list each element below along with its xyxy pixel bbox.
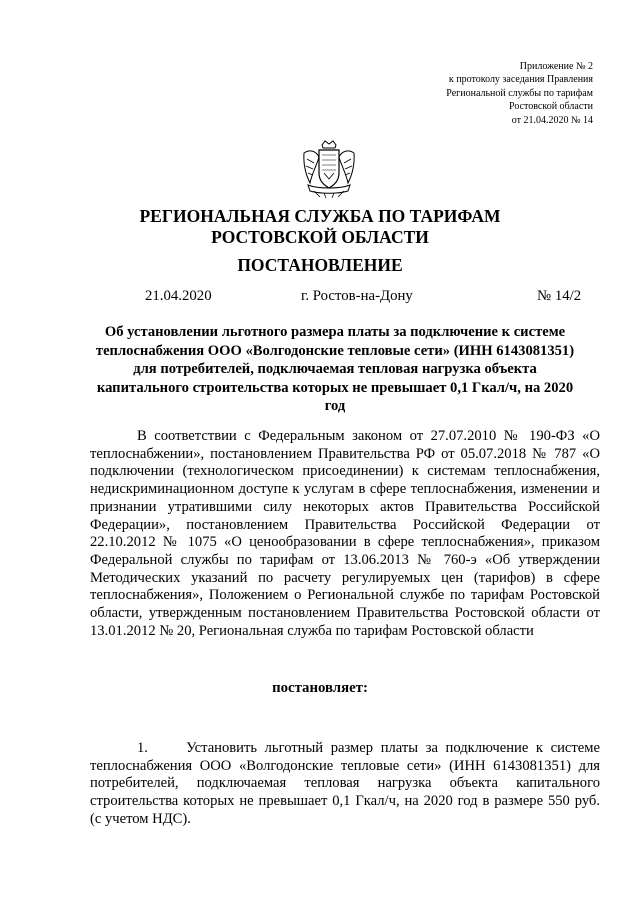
appendix-line: к протоколу заседания Правления	[448, 74, 593, 86]
document-date: 21.04.2020	[145, 288, 212, 304]
organization-title-line: РЕГИОНАЛЬНАЯ СЛУЖБА ПО ТАРИФАМ	[139, 206, 501, 226]
document-number: № 14/2	[537, 288, 582, 304]
document-type: ПОСТАНОВЛЕНИЕ	[237, 255, 403, 275]
preamble-paragraph: В соответствии с Федеральным законом от 27.07.2010 № 190-ФЗ «О теплоснабжении», постановлением Правительства РФ от 05.07.2018 № 787 «О подключении (технологическом присоединении) к системам теплоснабжения, недискриминационном доступе к услугам в сфере теплоснабжения, изменении и признании утратившими силу некоторых актов Правительства Российской Федерации», постановлением Правительства Российской Федерации от 22.10.2012 № 1075 «О ценообразовании в сфере теплоснабжения», приказом Федеральной службы по тарифам от 13.06.2013 № 760-э «Об утверждении Методических указаний по расчету регулируемых цен (тарифов) в сфере теплоснабжения», Положением о Региональной службе по тарифам Ростовской области, утвержденным постановлением Правительства Ростовской области от 13.01.2012 № 20, Региональная служба по тарифам Ростовской области	[90, 428, 600, 639]
organization-title	[0, 206, 640, 248]
appendix-line: Региональной службы по тарифам	[446, 87, 593, 99]
appendix-line: Приложение № 2	[519, 61, 593, 72]
coat-of-arms-icon	[300, 139, 358, 199]
appendix-note	[446, 60, 593, 127]
organization-title-line: РОСТОВСКОЙ ОБЛАСТИ	[211, 227, 429, 247]
document-meta	[0, 288, 640, 308]
clause-paragraph	[90, 740, 600, 829]
clause-number: 1.	[137, 740, 148, 756]
appendix-line: от 21.04.2020 № 14	[511, 114, 593, 126]
document-subject: Об установлении льготного размера платы за подключение к системе теплоснабжения ООО «Волгодонские тепловые сети» (ИНН 6143081351) для потребителей, подключаемая тепловая нагрузка объекта капитального строительства которых не превышает 0,1 Гкал/ч, на 2020 год	[95, 324, 575, 414]
appendix-line: Ростовской области	[509, 101, 593, 113]
resolves-heading: постановляет:	[272, 680, 368, 696]
clause-text: Установить льготный размер платы за подключение к системе теплоснабжения ООО «Волгодонские тепловые сети» (ИНН 6143081351) для потребителей, подключаемая тепловая нагрузка объекта капитального строительства которых не превышает 0,1 Гкал/ч, на 2020 год в размере 550 руб. (с учетом НДС).	[90, 740, 600, 827]
document-place: г. Ростов-на-Дону	[301, 288, 413, 304]
